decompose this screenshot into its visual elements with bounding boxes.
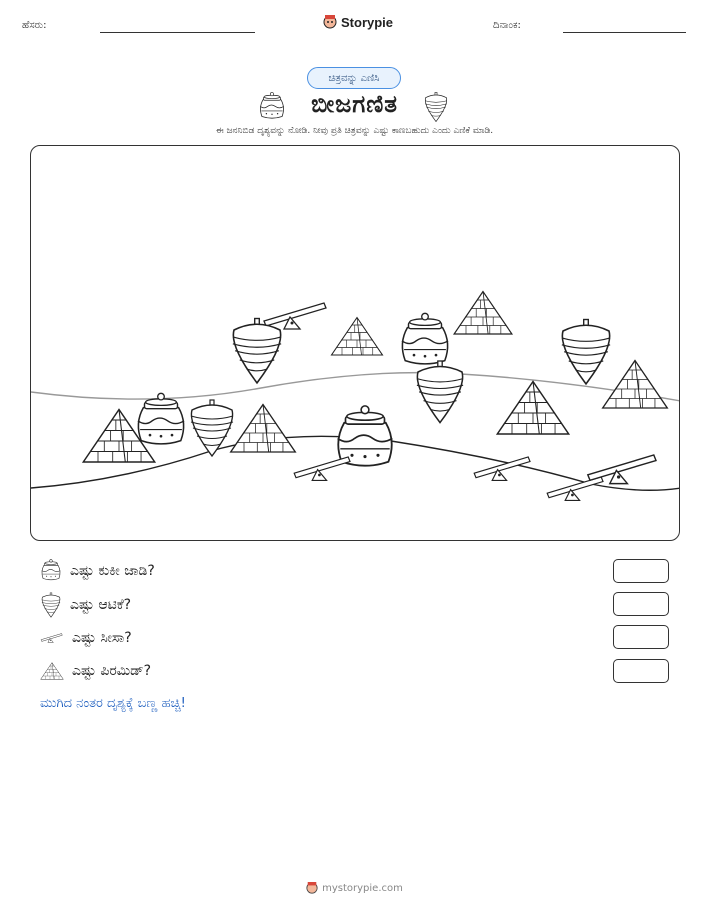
question-text: ಎಷ್ಟು ಸೀಸಾ? — [72, 630, 132, 646]
scene-jar — [402, 313, 448, 364]
answer-box-top[interactable] — [613, 592, 669, 616]
page-title: ಬೀಜಗಣಿತ — [311, 90, 398, 118]
question-row — [40, 625, 132, 651]
name-line[interactable] — [100, 32, 255, 33]
question-text: ಎಷ್ಟು ಆಟಿಕೆ? — [70, 597, 132, 613]
scene-pyramid — [497, 382, 568, 435]
scene-pyramid — [231, 405, 296, 453]
title-jar-icon — [258, 91, 286, 123]
scene-pyramid — [603, 361, 668, 409]
scene-pyramid — [454, 292, 512, 335]
scene-top — [562, 320, 610, 384]
storypie-mascot-icon — [323, 14, 337, 30]
title-top-icon — [423, 90, 449, 124]
date-line[interactable] — [563, 32, 686, 33]
scene-seesaw — [547, 477, 603, 500]
answer-box-pyramid[interactable] — [613, 659, 669, 683]
storypie-mascot-icon — [306, 881, 318, 895]
question-row — [40, 658, 151, 684]
cookie-jar-icon — [40, 559, 62, 583]
coloring-note: ಮುಗಿದ ನಂತರ ದೃಶ್ಯಕ್ಕೆ ಬಣ್ಣ ಹಚ್ಚಿ! — [40, 696, 186, 711]
answer-box-jar[interactable] — [613, 559, 669, 583]
pyramid-icon — [40, 660, 64, 682]
question-text: ಎಷ್ಟು ಪಿರಮಿಡ್? — [72, 663, 152, 679]
scene-pyramid — [332, 318, 383, 356]
spinning-top-icon — [40, 592, 62, 618]
question-row — [40, 558, 155, 584]
scene-jar — [138, 393, 184, 444]
scene-seesaw — [474, 457, 530, 480]
footer — [0, 881, 709, 895]
scene-top — [417, 361, 463, 423]
instructions: ಈ ಜನನಿಬಿಡ ದೃಶ್ಯವನ್ನು ನೋಡಿ. ನೀವು ಪ್ರತಿ ಚಿತ್ರವನ್ನು ಎಷ್ಟು ಕಾಣಬಹುದು ಎಂದು ಎಣಿಕೆ ಮಾಡಿ. — [215, 126, 494, 136]
answer-box-seesaw[interactable] — [613, 625, 669, 649]
scene-seesaw — [264, 303, 326, 329]
counting-scene — [30, 145, 680, 541]
count-badge: ಚಿತ್ರವನ್ನು ಎಣಿಸಿ — [307, 67, 401, 89]
question-text: ಎಷ್ಟು ಕುಕೀ ಜಾಡಿ? — [70, 563, 155, 579]
scene-seesaw — [294, 457, 350, 480]
question-row — [40, 592, 131, 618]
seesaw-icon — [40, 628, 64, 648]
brand-logo — [323, 14, 393, 30]
scene-jar — [338, 406, 393, 466]
scene-top — [233, 319, 281, 383]
name-label: ಹೆಸರು: — [22, 20, 47, 31]
footer-url[interactable]: mystorypie.com — [322, 882, 403, 894]
brand-name: Storypie — [341, 14, 394, 30]
scene-top — [191, 400, 233, 456]
date-label: ದಿನಾಂಕ: — [493, 20, 521, 31]
